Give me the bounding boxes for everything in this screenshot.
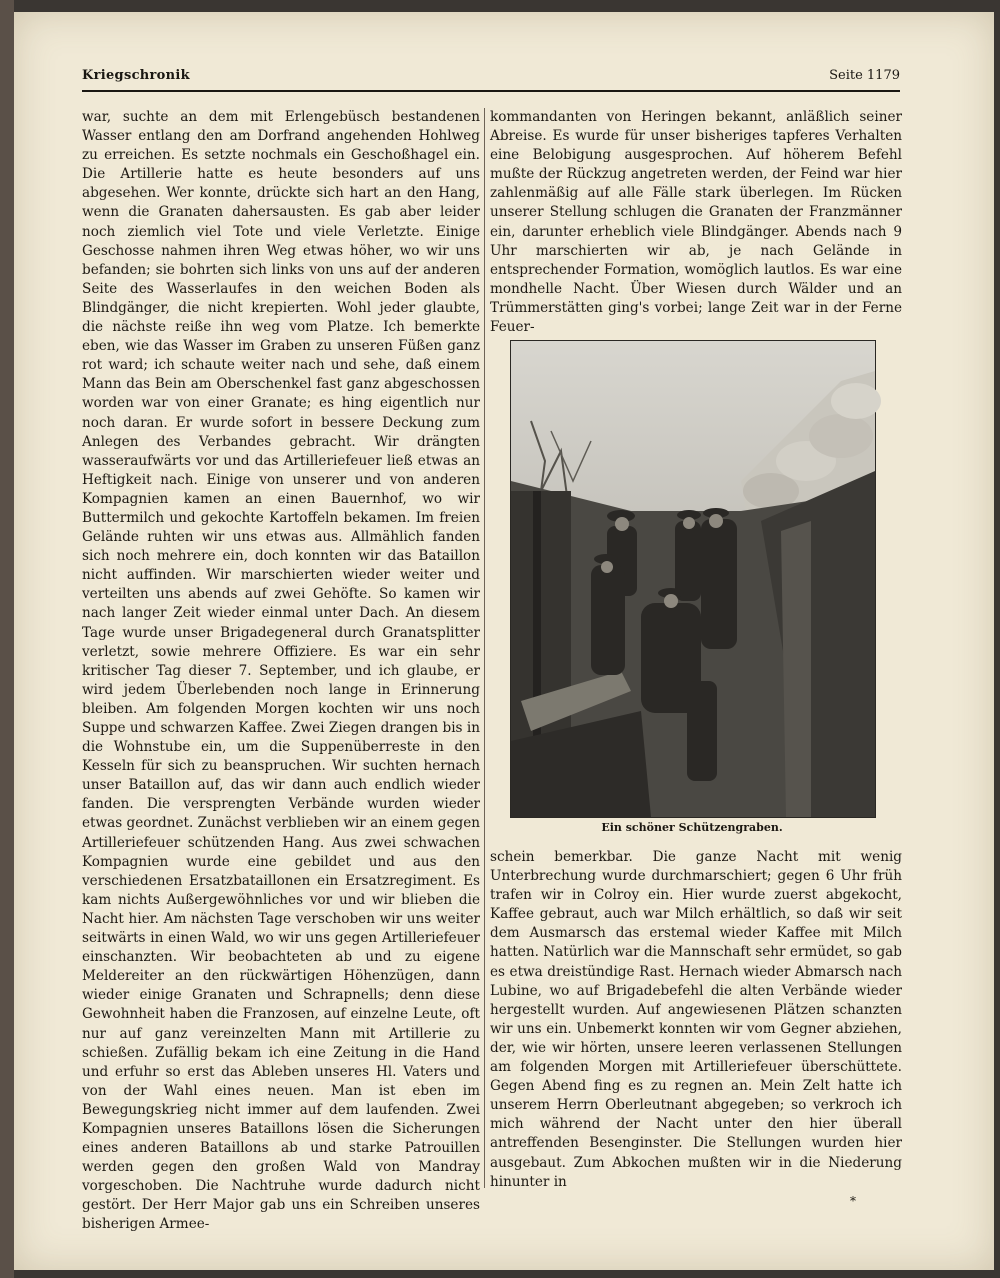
body-paragraph: war, suchte an dem mit Erlengebüsch bestandenen Wasser entlang den am Dorfrand angehenden Hohlweg zu erreichen. Es setzte nochmals ein Geschoßhagel ein. Die Artillerie hatte es heute besonders auf uns abgesehen. Wer konnte, drückte sich hart an den Hang, wenn die Granaten dahersausten. Es gab aber leider noch ziemlich viel Tote und viele Verletzte. Einige Geschosse nahmen ihren Weg etwas höher, wo wir uns befanden; sie bohrten sich links von uns auf der anderen Seite des Wasserlaufes in den weichen Boden als Blindgänger, die nicht krepierten. Wohl jeder glaubte, die nächste reiße ihn weg vom Platze. Ich bemerkte eben, wie das Wasser im Graben zu unseren Füßen ganz rot ward; ich schaute weiter nach und sehe, daß einem Mann das Bein am Oberschenkel fast ganz abgeschossen worden war von einer Granate; es hing eigentlich nur noch daran. Er wurde sofort in bessere Deckung zum Anlegen des Verbandes gebracht. Wir drängten wasseraufwärts vor und das Artilleriefeuer ließ etwas an Heftigkeit nach. Einige von unserer und von anderen Kompagnien kamen an einen Bauernhof, wo wir Buttermilch und gekochte Kartoffeln bekamen. Im freien Gelände ruhten wir uns etwas aus. Allmählich fanden sich noch mehrere ein, doch konnten wir das Bataillon nicht auffinden. Wir marschierten wieder weiter und verteilten uns abends auf zwei Gehöfte. So kamen wir nach langer Zeit wieder einmal unter Dach. An diesem Tage wurde unser Brigadegeneral durch Granatsplitter verletzt, sowie mehrere Offiziere. Es war ein sehr kritischer Tag dieser 7. September, und ich glaube, er wird jedem Überlebenden noch lange in Erinnerung bleiben. Am folgenden Morgen kochten wir uns noch Suppe und schwarzen Kaffee. Zwei Ziegen drangen bis in die Wohnstube ein, um die Suppenüberreste in den Kesseln für sich zu beanspruchen. Wir suchten hernach unser Bataillon auf, das wir dann auch endlich wieder fanden. Die versprengten Verbände wurden wieder etwas geordnet. Zunächst verblieben wir an einem gegen Artilleriefeuer schützenden Hang. Aus zwei schwachen Kompagnien wurde eine gebildet und aus den verschiedenen Ersatzbataillonen ein Ersatzregiment. Es kam nichts Außergewöhnliches vor und wir blieben die Nacht hier. Am nächsten Tage verschoben wir uns weiter seitwärts in einen Wald, wo wir uns gegen Artilleriefeuer einschanzten. Wir beobachteten ab und zu eigene Meldereiter an den rückwärtigen Höhenzügen, dann wieder einige Granaten und Schrapnells; denn diese Gewohnheit haben die Franzosen, auf einzelne Leute, oft nur auf ganz vereinzelten Mann mit Artillerie zu schießen. Zufällig bekam ich eine Zeitung in die Hand und erfuhr so erst das Ableben unseres Hl. Vaters und von der Wahl eines neuen. Man ist eben im Bewegungskrieg nicht immer auf dem laufenden. Zwei Kompagnien unseres Bataillons lösen die Sicherungen eines anderen Bataillons ab und starke Patrouillen werden gegen den großen Wald von Mandray vorgeschoben. Die Nachtruhe wurde dadurch nicht gestört. Der Herr Major gab uns ein Schreiben unseres bisherigen Armee- [82,109,480,1233]
scan-background-edge [0,0,14,1278]
text-column-right-top [490,108,902,338]
document-page [14,12,994,1270]
page-number: Seite 1179 [829,68,900,83]
body-paragraph: kommandanten von Heringen bekannt, anläßlich seiner Abreise. Es wurde für unser bisheriges tapferes Verhalten eine Belobigung ausgesprochen. Auf höherem Befehl mußte der Rückzug angetreten werden, der Feind war hier zahlenmäßig auf alle Fälle stark überlegen. Im Rücken unserer Stellung schlugen die Granaten der Franzmänner ein, darunter erheblich viele Blindgänger. Abends nach 9 Uhr marschierten wir ab, je nach Gelände in entsprechender Formation, womöglich lautlos. Es war eine mondhelle Nacht. Über Wiesen durch Wälder und an Trümmerstätten ging's vorbei; lange Zeit war in der Ferne Feuer- [490,109,902,336]
photo-caption: Ein schöner Schützengraben. [601,821,783,834]
photograph-image [511,341,875,817]
body-paragraph: schein bemerkbar. Die ganze Nacht mit wenig Unterbrechung wurde durchmarschiert; gegen 6 Uhr früh trafen wir in Colroy ein. Hier wurde zuerst abgekocht, Kaffee gebraut, auch war Milch erhältlich, so daß wir seit dem Ausmarsch das erstemal wieder Kaffee mit Milch hatten. Natürlich war die Mannschaft sehr ermüdet, so gab es etwa dreistündige Rast. Hernach wieder Abmarsch nach Lubine, wo auf Brigadebefehl die alten Verbände wieder hergestellt wurden. Auf angewiesenen Plätzen schanzten wir uns ein. Unbemerkt konnten wir vom Gegner abziehen, der, wie wir hörten, unsere leeren verlassenen Stellungen am folgenden Morgen mit Artilleriefeuer überschüttete. Gegen Abend fing es zu regnen an. Mein Zelt hatte ich unserem Herrn Oberleutnant abgegeben; so verkroch ich mich während der Nacht unter den hier überall antreffenden Besenginster. Die Stellungen wurden hier ausgebaut. Zum Abkochen mußten wir in die Niederung hinunter in [490,849,902,1190]
column-divider [484,108,485,1188]
running-header [82,68,900,90]
publication-title: Kriegschronik [82,68,190,83]
trench-photograph [510,340,876,818]
footer-mark: * [850,1194,856,1208]
text-column-left [82,108,480,1233]
text-column-right-bottom [490,848,902,1198]
header-rule [82,90,900,92]
